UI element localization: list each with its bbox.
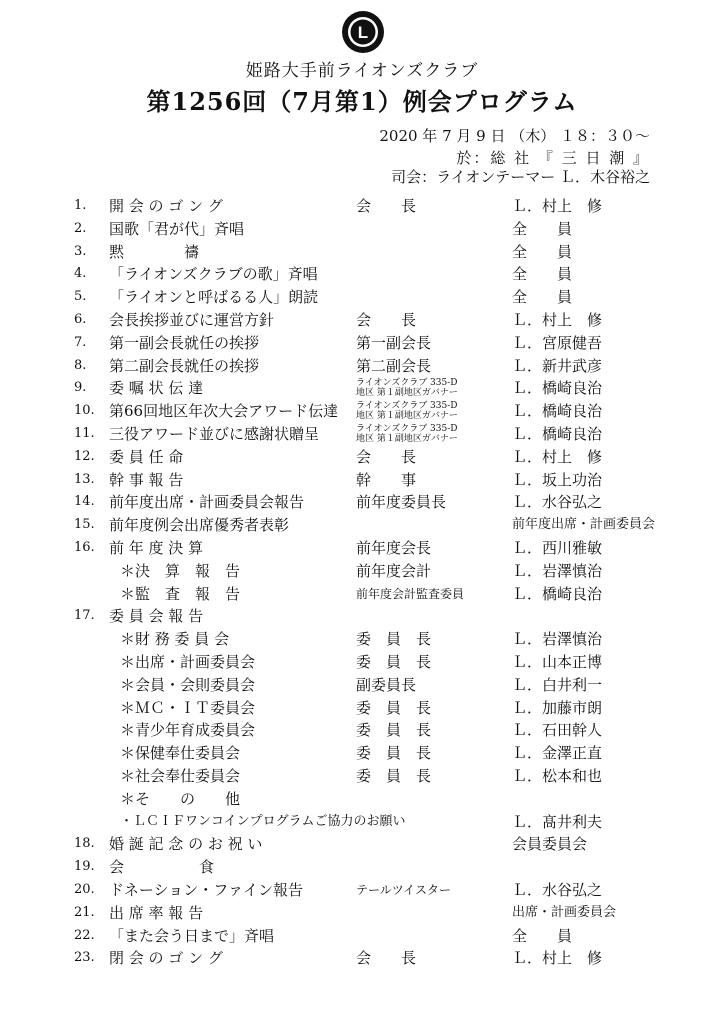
program-row [0, 583, 724, 605]
item-number: 9. [74, 380, 87, 396]
item-title: 幹 事 報 告 [109, 470, 184, 489]
item-role: テールツイスター [356, 883, 452, 897]
item-role: 第二副会長 [356, 356, 432, 375]
item-title: ＊青少年育成委員会 [120, 721, 256, 740]
program-row [0, 514, 724, 536]
item-person: 全 員 [512, 242, 573, 261]
item-role: 委 員 長 [356, 630, 432, 649]
item-number: 3. [74, 243, 87, 259]
item-title: 前 年 度 決 算 [109, 539, 204, 557]
item-title: 黙 禱 [109, 242, 200, 261]
item-role: 会 長 [356, 447, 417, 466]
item-title: 「ライオンズクラブの歌」斉唱 [109, 265, 318, 284]
item-title: 会 食 [109, 858, 215, 877]
item-number: 21. [74, 904, 95, 920]
item-title: ＊財 務 委 員 会 [120, 630, 230, 649]
program-row [0, 309, 724, 331]
item-role: 委 員 長 [356, 767, 432, 785]
item-title: 閉 会 の ゴ ン グ [109, 949, 223, 968]
item-title: 委 員 会 報 告 [109, 607, 204, 626]
program-row [0, 560, 724, 582]
item-role: 副委員長 [356, 675, 417, 694]
program-row [0, 241, 724, 263]
item-title: ＊決 算 報 告 [120, 561, 241, 580]
program-row [0, 218, 724, 240]
item-title: ＊監 査 報 告 [120, 584, 241, 603]
item-title: 開 会 の ゴ ン グ [109, 197, 223, 215]
item-number: 8. [74, 357, 87, 373]
item-title: ＊会員・会則委員会 [120, 675, 256, 694]
program-row [0, 628, 724, 650]
program-row [0, 491, 724, 513]
item-person: 全 員 [512, 265, 573, 284]
item-role: 第一副会長 [356, 333, 432, 352]
item-number: 11. [74, 426, 95, 441]
item-person: 会員委員会 [512, 835, 588, 854]
item-role: ライオンズクラブ 335-D地区 第１副地区ガバナー [356, 401, 458, 422]
item-person: Ｌ．村上 修 [512, 949, 603, 968]
item-title: ＊ＭＣ・ＩＴ委員会 [120, 698, 256, 717]
program-row [0, 856, 724, 878]
item-title: ＊出席・計画委員会 [120, 653, 256, 671]
item-number: 4. [74, 266, 87, 282]
item-person: Ｌ．髙井利夫 [512, 812, 603, 831]
item-person: Ｌ．橋崎良治 [512, 402, 603, 421]
item-role: 幹 事 [356, 470, 417, 489]
program-row [0, 377, 724, 399]
item-role: 前年度会計監査委員 [356, 586, 465, 601]
item-person: 前年度出席・計画委員会 [512, 517, 656, 533]
item-role: 委 員 長 [356, 653, 432, 671]
item-person: 全 員 [512, 288, 573, 307]
program-row [0, 605, 724, 627]
item-title: ＊そ の 他 [120, 789, 241, 808]
item-number: 10. [74, 403, 95, 419]
item-person: Ｌ．白井利一 [512, 675, 603, 694]
item-title: 第66回地区年次大会アワード伝達 [109, 402, 339, 421]
program-row [0, 263, 724, 285]
item-title: 前年度出席・計画委員会報告 [109, 493, 305, 512]
program-row [0, 833, 724, 855]
item-title: 「また会う日まで」斉唱 [109, 926, 275, 945]
item-title: ・ＬＣＩＦワンコインプログラムご協力のお願い [120, 813, 406, 829]
item-person: Ｌ．石田幹人 [512, 721, 603, 740]
item-person: Ｌ．岩澤慎治 [512, 630, 603, 649]
item-title: ＊社会奉仕委員会 [120, 767, 241, 785]
item-person: 全 員 [512, 926, 573, 945]
item-role: ライオンズクラブ 335-D地区 第１副地区ガバナー [356, 424, 458, 444]
item-person: Ｌ．宮原健吾 [512, 333, 603, 352]
item-title: ＊保健奉仕委員会 [120, 744, 241, 763]
item-number: 17. [74, 608, 95, 624]
item-person: Ｌ．橋崎良治 [512, 379, 603, 398]
item-role: 委 員 長 [356, 721, 432, 740]
page-title: 第1256回（7月第1）例会プログラム [146, 87, 578, 116]
item-title: ドネーション・ファイン報告 [109, 881, 303, 899]
item-person: Ｌ．坂上功治 [512, 470, 603, 489]
item-title: 婚 誕 記 念 の お 祝 い [109, 835, 263, 854]
item-number: 12. [74, 448, 95, 464]
program-row [0, 195, 724, 217]
svg-text:L: L [357, 23, 369, 42]
item-title: 「ライオンと呼ばるる人」朗読 [109, 288, 319, 307]
item-person: Ｌ．新井武彦 [512, 356, 603, 375]
club-name: 姫路大手前ライオンズクラブ [245, 61, 479, 81]
meeting-mc: 司会：ライオンテーマー Ｌ．木谷裕之 [391, 168, 650, 186]
item-person: Ｌ．水谷弘之 [512, 493, 603, 512]
item-title: 前年度例会出席優秀者表彰 [109, 516, 290, 535]
item-role: 会 長 [356, 197, 417, 215]
item-role: 前年度会計 [356, 561, 432, 580]
program-row [0, 469, 724, 491]
program-row [0, 925, 724, 947]
item-person: Ｌ．村上 修 [512, 197, 603, 215]
item-person: Ｌ．加藤市朗 [512, 698, 603, 717]
program-row [0, 811, 724, 833]
item-title: 第一副会長就任の挨拶 [109, 333, 260, 352]
item-person: Ｌ．橋崎良治 [512, 584, 603, 603]
item-person: 出席・計画委員会 [512, 904, 617, 920]
item-number: 1. [74, 198, 87, 213]
item-number: 14. [74, 494, 95, 510]
program-row [0, 697, 724, 719]
item-title: 国歌「君が代」斉唱 [109, 219, 245, 238]
item-title: 委 員 任 命 [109, 447, 184, 466]
item-role: 前年度会長 [356, 539, 432, 557]
program-row [0, 788, 724, 810]
lions-logo [341, 10, 385, 54]
item-person: Ｌ．松本和也 [512, 767, 603, 785]
item-person: Ｌ．橋崎良治 [512, 425, 603, 443]
item-number: 23. [74, 950, 95, 966]
program-row [0, 651, 724, 673]
item-role: 前年度委員長 [356, 493, 447, 512]
item-title: 委 嘱 状 伝 達 [109, 379, 204, 398]
program-row [0, 423, 724, 445]
program-row [0, 400, 724, 422]
item-number: 7. [74, 334, 87, 350]
item-role: 会 長 [356, 949, 417, 968]
program-row [0, 947, 724, 969]
item-role: 委 員 長 [356, 698, 432, 717]
item-number: 13. [74, 471, 95, 487]
program-row [0, 286, 724, 308]
program-row [0, 537, 724, 559]
item-person: Ｌ．西川雅敏 [512, 539, 603, 557]
item-number: 18. [74, 836, 95, 852]
item-person: Ｌ．金澤正直 [512, 744, 603, 763]
meeting-datetime: 2020 年 7 月 9 日 （木） １８：３０～ [379, 127, 650, 145]
program-row [0, 902, 724, 924]
item-title: 会長挨拶並びに運営方針 [109, 311, 275, 329]
item-number: 5. [74, 289, 87, 305]
item-number: 6. [74, 312, 87, 327]
item-number: 16. [74, 540, 95, 555]
program-row [0, 719, 724, 741]
item-title: 第二副会長就任の挨拶 [109, 356, 260, 375]
program-row [0, 765, 724, 787]
program-row [0, 742, 724, 764]
item-person: Ｌ．山本正博 [512, 653, 603, 671]
item-title: 三役アワード並びに感謝状贈呈 [109, 425, 320, 443]
program-row [0, 879, 724, 901]
item-number: 22. [74, 927, 95, 943]
item-person: Ｌ．水谷弘之 [512, 881, 603, 899]
program-row [0, 355, 724, 377]
item-number: 2. [74, 220, 87, 236]
item-number: 19. [74, 859, 95, 875]
item-person: Ｌ．村上 修 [512, 447, 603, 466]
meeting-venue: 於：総 社 『 三 日 潮 』 [456, 149, 650, 167]
item-role: 委 員 長 [356, 744, 432, 763]
item-person: Ｌ．岩澤慎治 [512, 561, 603, 580]
item-person: 全 員 [512, 219, 573, 238]
item-person: Ｌ．村上 修 [512, 311, 603, 329]
item-role: 会 長 [356, 311, 417, 329]
item-title: 出 席 率 報 告 [109, 903, 204, 922]
item-number: 20. [74, 882, 95, 897]
program-row [0, 332, 724, 354]
item-number: 15. [74, 517, 95, 533]
program-row [0, 674, 724, 696]
item-role: ライオンズクラブ 335-D地区 第１副地区ガバナー [356, 378, 458, 399]
program-row [0, 446, 724, 468]
